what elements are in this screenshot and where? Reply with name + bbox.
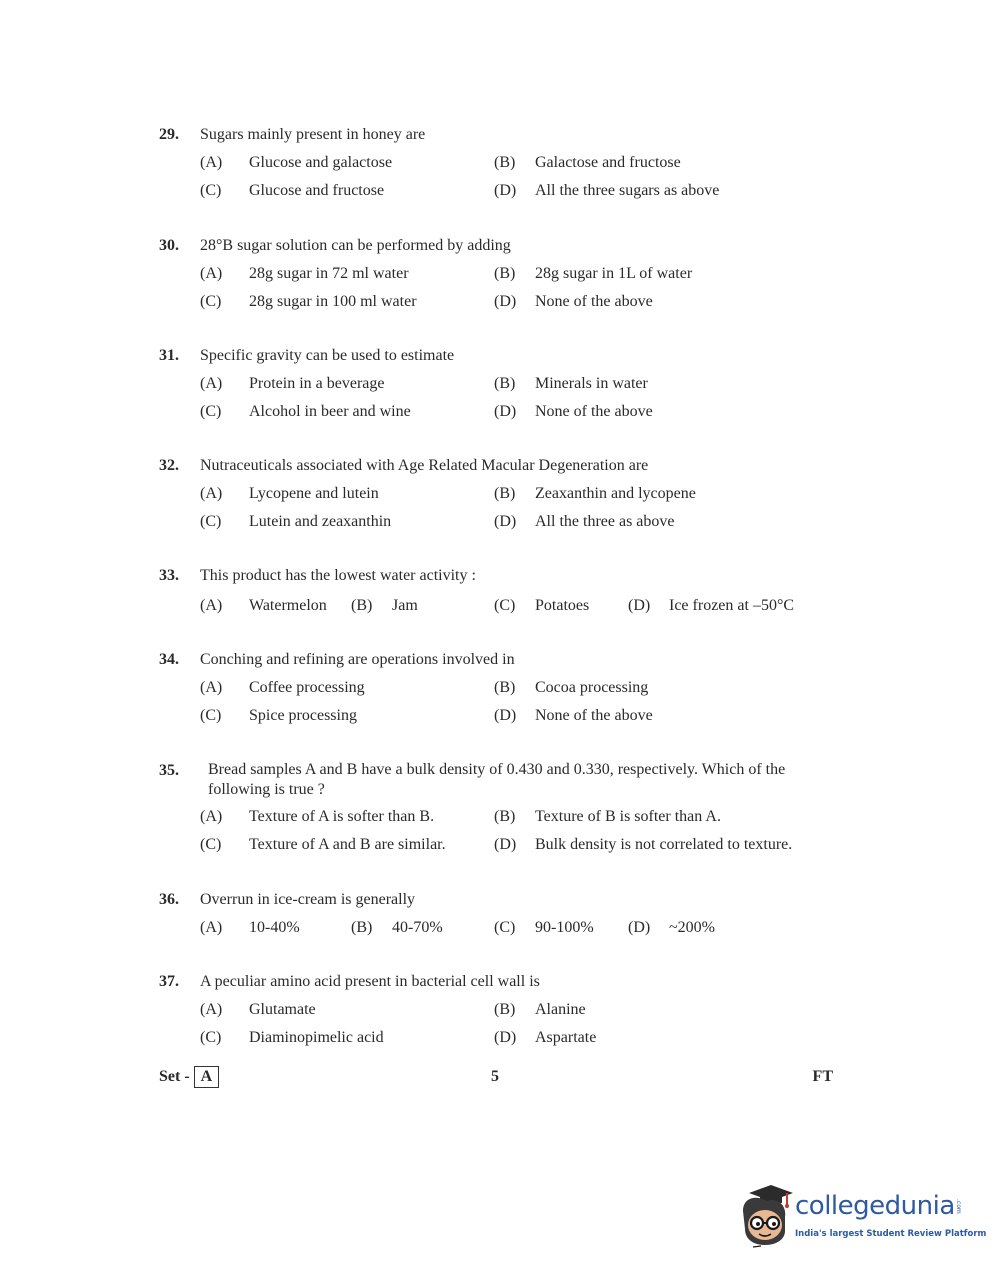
option-text: Lutein and zeaxanthin (249, 513, 392, 530)
collegedunia-logo (737, 1183, 987, 1253)
question-text: This product has the lowest water activity : (200, 567, 476, 584)
question-number: 36. (159, 891, 179, 908)
option-label: (A) (200, 1001, 223, 1018)
option-label: (B) (494, 375, 516, 392)
option-text: 28g sugar in 100 ml water (249, 293, 417, 310)
option-label: (C) (200, 293, 222, 310)
option-text: None of the above (535, 707, 653, 724)
set-label: Set - (159, 1068, 190, 1085)
question-number: 35. (159, 762, 179, 779)
option-text: Glucose and galactose (249, 154, 393, 171)
option-label: (D) (494, 182, 517, 199)
option-text: 10-40% (249, 919, 300, 936)
logo-tagline: India's largest Student Review Platform (795, 1229, 987, 1239)
mascot-icon (737, 1183, 793, 1249)
option-text: Ice frozen at –50°C (669, 597, 795, 614)
option-label: (D) (494, 707, 517, 724)
option-text: None of the above (535, 403, 653, 420)
option-label: (A) (200, 265, 223, 282)
option-text: 40-70% (392, 919, 443, 936)
question-number: 31. (159, 347, 179, 364)
option-text: Aspartate (535, 1029, 597, 1046)
option-text: Potatoes (535, 597, 590, 614)
option-text: Texture of A and B are similar. (249, 836, 446, 853)
question-text: Sugars mainly present in honey are (200, 126, 426, 143)
option-label: (D) (494, 1029, 517, 1046)
option-label: (C) (200, 836, 222, 853)
question-35 (159, 760, 839, 856)
question-number: 34. (159, 651, 179, 668)
option-label: (B) (494, 265, 516, 282)
option-text: Zeaxanthin and lycopene (535, 485, 696, 502)
option-text: 28g sugar in 72 ml water (249, 265, 409, 282)
option-label: (C) (494, 919, 516, 936)
option-label: (B) (494, 808, 516, 825)
option-text: Alanine (535, 1001, 586, 1018)
option-text: Coffee processing (249, 679, 365, 696)
option-text: Galactose and fructose (535, 154, 681, 171)
question-text: Specific gravity can be used to estimate (200, 347, 455, 364)
option-text: None of the above (535, 293, 653, 310)
set-value-box: A (194, 1066, 220, 1088)
option-label: (A) (200, 679, 223, 696)
logo-domain-suffix: .com (955, 1199, 962, 1214)
option-text: Lycopene and lutein (249, 485, 379, 502)
question-text: Overrun in ice-cream is generally (200, 891, 416, 908)
question-text: Nutraceuticals associated with Age Related Macular Degeneration are (200, 457, 649, 474)
question-text: A peculiar amino acid present in bacterial cell wall is (200, 973, 540, 990)
option-label: (C) (200, 182, 222, 199)
question-32 (159, 455, 839, 533)
option-label: (C) (494, 597, 516, 614)
option-label: (D) (494, 293, 517, 310)
question-number: 32. (159, 457, 179, 474)
option-text: Diaminopimelic acid (249, 1029, 384, 1046)
option-text: All the three as above (535, 513, 675, 530)
question-34 (159, 649, 839, 727)
option-text: Spice processing (249, 707, 357, 724)
page-footer (159, 1066, 833, 1088)
option-label: (B) (351, 919, 373, 936)
option-label: (A) (200, 919, 223, 936)
option-label: (A) (200, 808, 223, 825)
option-text: 28g sugar in 1L of water (535, 265, 693, 282)
option-text: Glutamate (249, 1001, 316, 1018)
option-label: (B) (351, 597, 373, 614)
option-label: (C) (200, 403, 222, 420)
option-label: (A) (200, 154, 223, 171)
option-text: Cocoa processing (535, 679, 649, 696)
option-text: Bulk density is not correlated to texture. (535, 836, 793, 853)
option-label: (D) (628, 597, 651, 614)
option-label: (B) (494, 154, 516, 171)
option-label: (D) (494, 513, 517, 530)
option-label: (A) (200, 597, 223, 614)
question-33 (159, 565, 839, 617)
option-text: 90-100% (535, 919, 594, 936)
logo-wordmark: collegedunia (795, 1191, 955, 1221)
option-text: Glucose and fructose (249, 182, 385, 199)
question-number: 30. (159, 237, 179, 254)
page-number: 5 (491, 1068, 499, 1085)
option-label: (D) (494, 403, 517, 420)
paper-code: FT (812, 1068, 833, 1085)
question-number: 33. (159, 567, 179, 584)
option-label: (B) (494, 679, 516, 696)
option-label: (A) (200, 375, 223, 392)
question-29 (159, 124, 839, 202)
option-text: Minerals in water (535, 375, 648, 392)
question-31 (159, 345, 839, 423)
question-text: Bread samples A and B have a bulk density of 0.430 and 0.330, respectively. Which of the following is true ? (208, 761, 786, 798)
option-label: (C) (200, 1029, 222, 1046)
option-text: All the three sugars as above (535, 182, 720, 199)
question-36 (159, 889, 839, 939)
option-text: Protein in a beverage (249, 375, 385, 392)
option-label: (C) (200, 513, 222, 530)
question-30 (159, 235, 839, 313)
option-label: (A) (200, 485, 223, 502)
option-text: Texture of A is softer than B. (249, 808, 435, 825)
option-label: (B) (494, 485, 516, 502)
option-text: ~200% (669, 919, 715, 936)
option-label: (D) (494, 836, 517, 853)
option-text: Texture of B is softer than A. (535, 808, 721, 825)
question-number: 37. (159, 973, 179, 990)
question-text: 28°B sugar solution can be performed by adding (200, 237, 511, 254)
option-text: Alcohol in beer and wine (249, 403, 411, 420)
question-text: Conching and refining are operations involved in (200, 651, 515, 668)
option-text: Watermelon (249, 597, 327, 614)
option-label: (C) (200, 707, 222, 724)
option-label: (B) (494, 1001, 516, 1018)
question-number: 29. (159, 126, 179, 143)
question-37 (159, 971, 839, 1049)
option-text: Jam (392, 597, 418, 614)
set-indicator (159, 1066, 219, 1088)
option-label: (D) (628, 919, 651, 936)
